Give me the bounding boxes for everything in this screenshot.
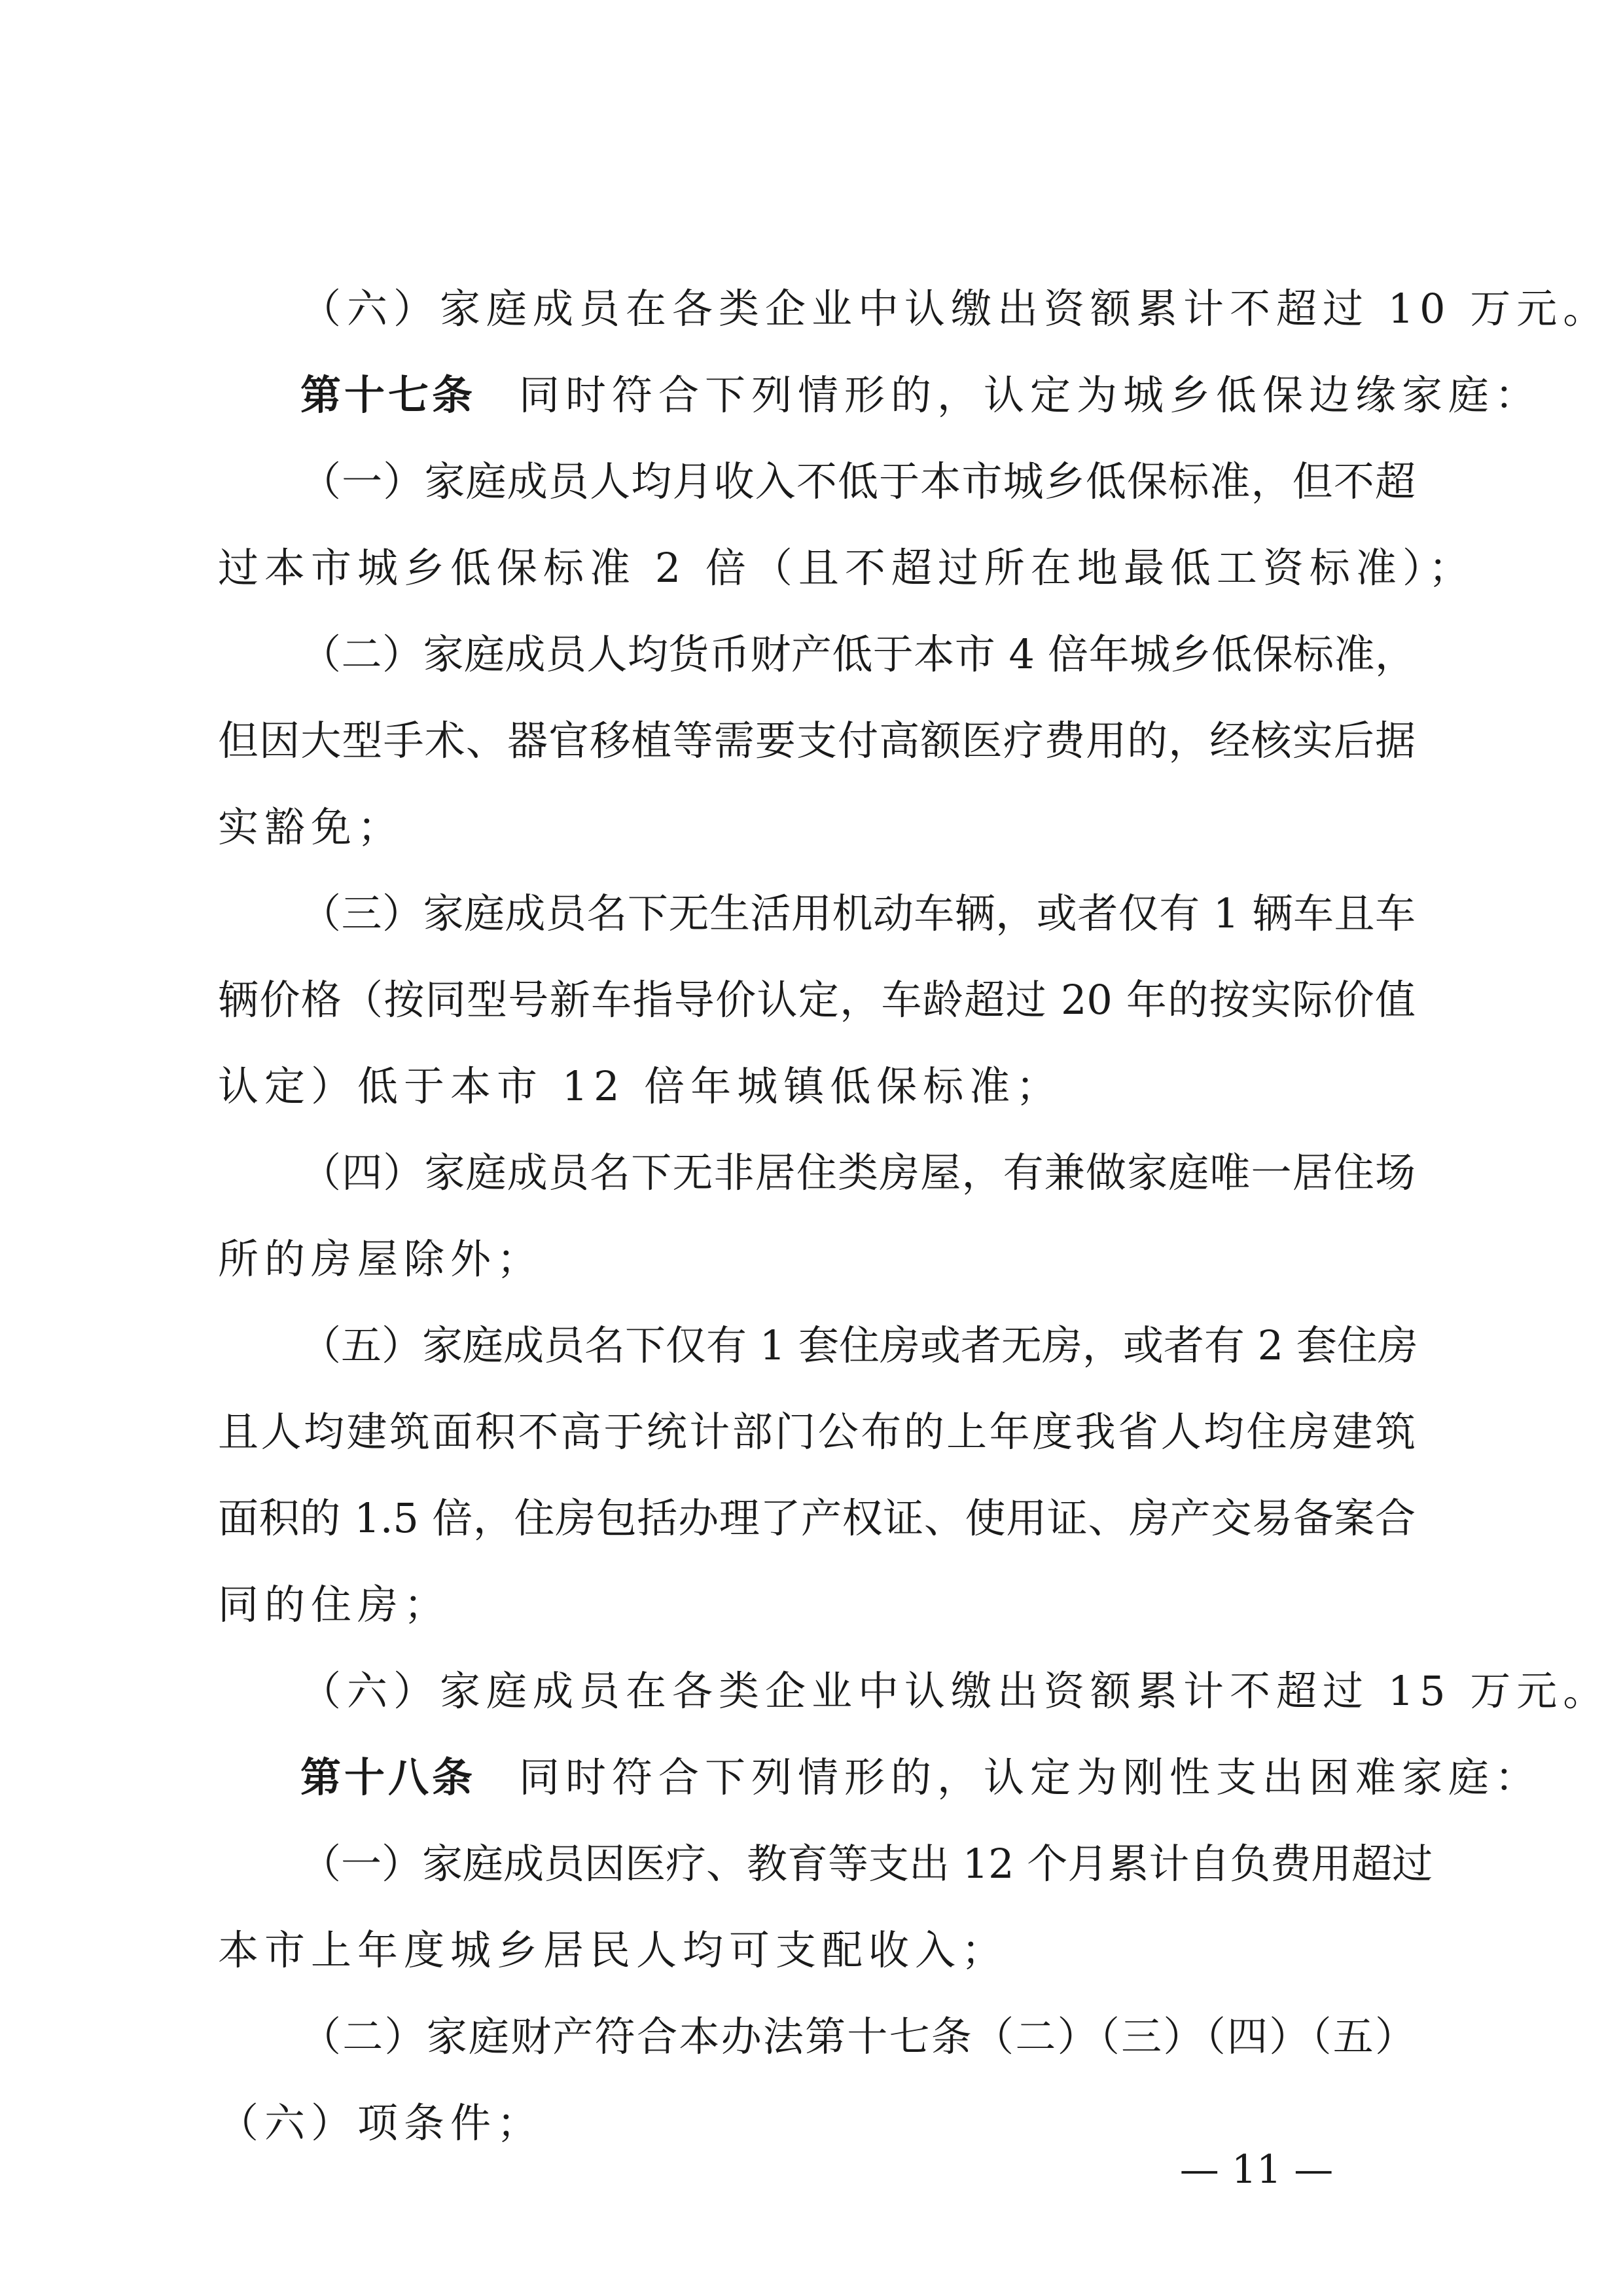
paragraph-line: （二）家庭财产符合本办法第十七条（二）（三）（四）（五）	[300, 2013, 1416, 2060]
paragraph-line: 且人均建筑面积不高于统计部门公布的上年度我省人均住房建筑	[218, 1408, 1416, 1456]
article-17-text: 同时符合下列情形的，认定为城乡低保边缘家庭：	[519, 371, 1542, 419]
paragraph-line: （一）家庭成员因医疗、教育等支出 12 个月累计自负费用超过	[300, 1840, 1433, 1888]
paragraph-line: （四）家庭成员名下无非居住类房屋，有兼做家庭唯一居住场	[300, 1149, 1416, 1196]
paragraph-line: （六）家庭成员在各类企业中认缴出资额累计不超过 10 万元。	[300, 285, 1610, 332]
article-18-text: 同时符合下列情形的，认定为刚性支出困难家庭：	[519, 1753, 1542, 1801]
paragraph-line: （五）家庭成员名下仅有 1 套住房或者无房，或者有 2 套住房	[300, 1321, 1418, 1369]
paragraph-line: （六）家庭成员在各类企业中认缴出资额累计不超过 15 万元。	[300, 1667, 1610, 1715]
paragraph-line: 过本市城乡低保标准 2 倍（且不超过所在地最低工资标准）；	[218, 544, 1475, 592]
paragraph-line: （二）家庭成员人均货币财产低于本市 4 倍年城乡低保标准，	[300, 630, 1416, 678]
paragraph-line: （三）家庭成员名下无生活用机动车辆，或者仅有 1 辆车且车	[300, 889, 1416, 937]
article-17-heading: 第十七条	[300, 371, 476, 419]
paragraph-line: 实豁免；	[218, 803, 404, 851]
page-number: — 11 —	[1179, 2147, 1334, 2193]
paragraph-line: 认定）低于本市 12 倍年城镇低保标准；	[218, 1062, 1063, 1110]
paragraph-line: （六）项条件；	[218, 2099, 544, 2147]
paragraph-line: 辆价格（按同型号新车指导价认定，车龄超过 20 年的按实际价值	[218, 976, 1416, 1024]
paragraph-line: 同的住房；	[218, 1581, 451, 1628]
article-18-line	[300, 1751, 1542, 1804]
paragraph-line: 所的房屋除外；	[218, 1235, 544, 1283]
paragraph-line: 面积的 1.5 倍，住房包括办理了产权证、使用证、房产交易备案合	[218, 1494, 1416, 1542]
article-17-line	[300, 369, 1542, 422]
paragraph-line: 本市上年度城乡居民人均可支配收入；	[218, 1926, 1008, 1974]
article-18-heading: 第十八条	[300, 1753, 476, 1801]
paragraph-line: （一）家庭成员人均月收入不低于本市城乡低保标准，但不超	[300, 457, 1416, 505]
paragraph-line: 但因大型手术、器官移植等需要支付高额医疗费用的，经核实后据	[218, 717, 1416, 764]
